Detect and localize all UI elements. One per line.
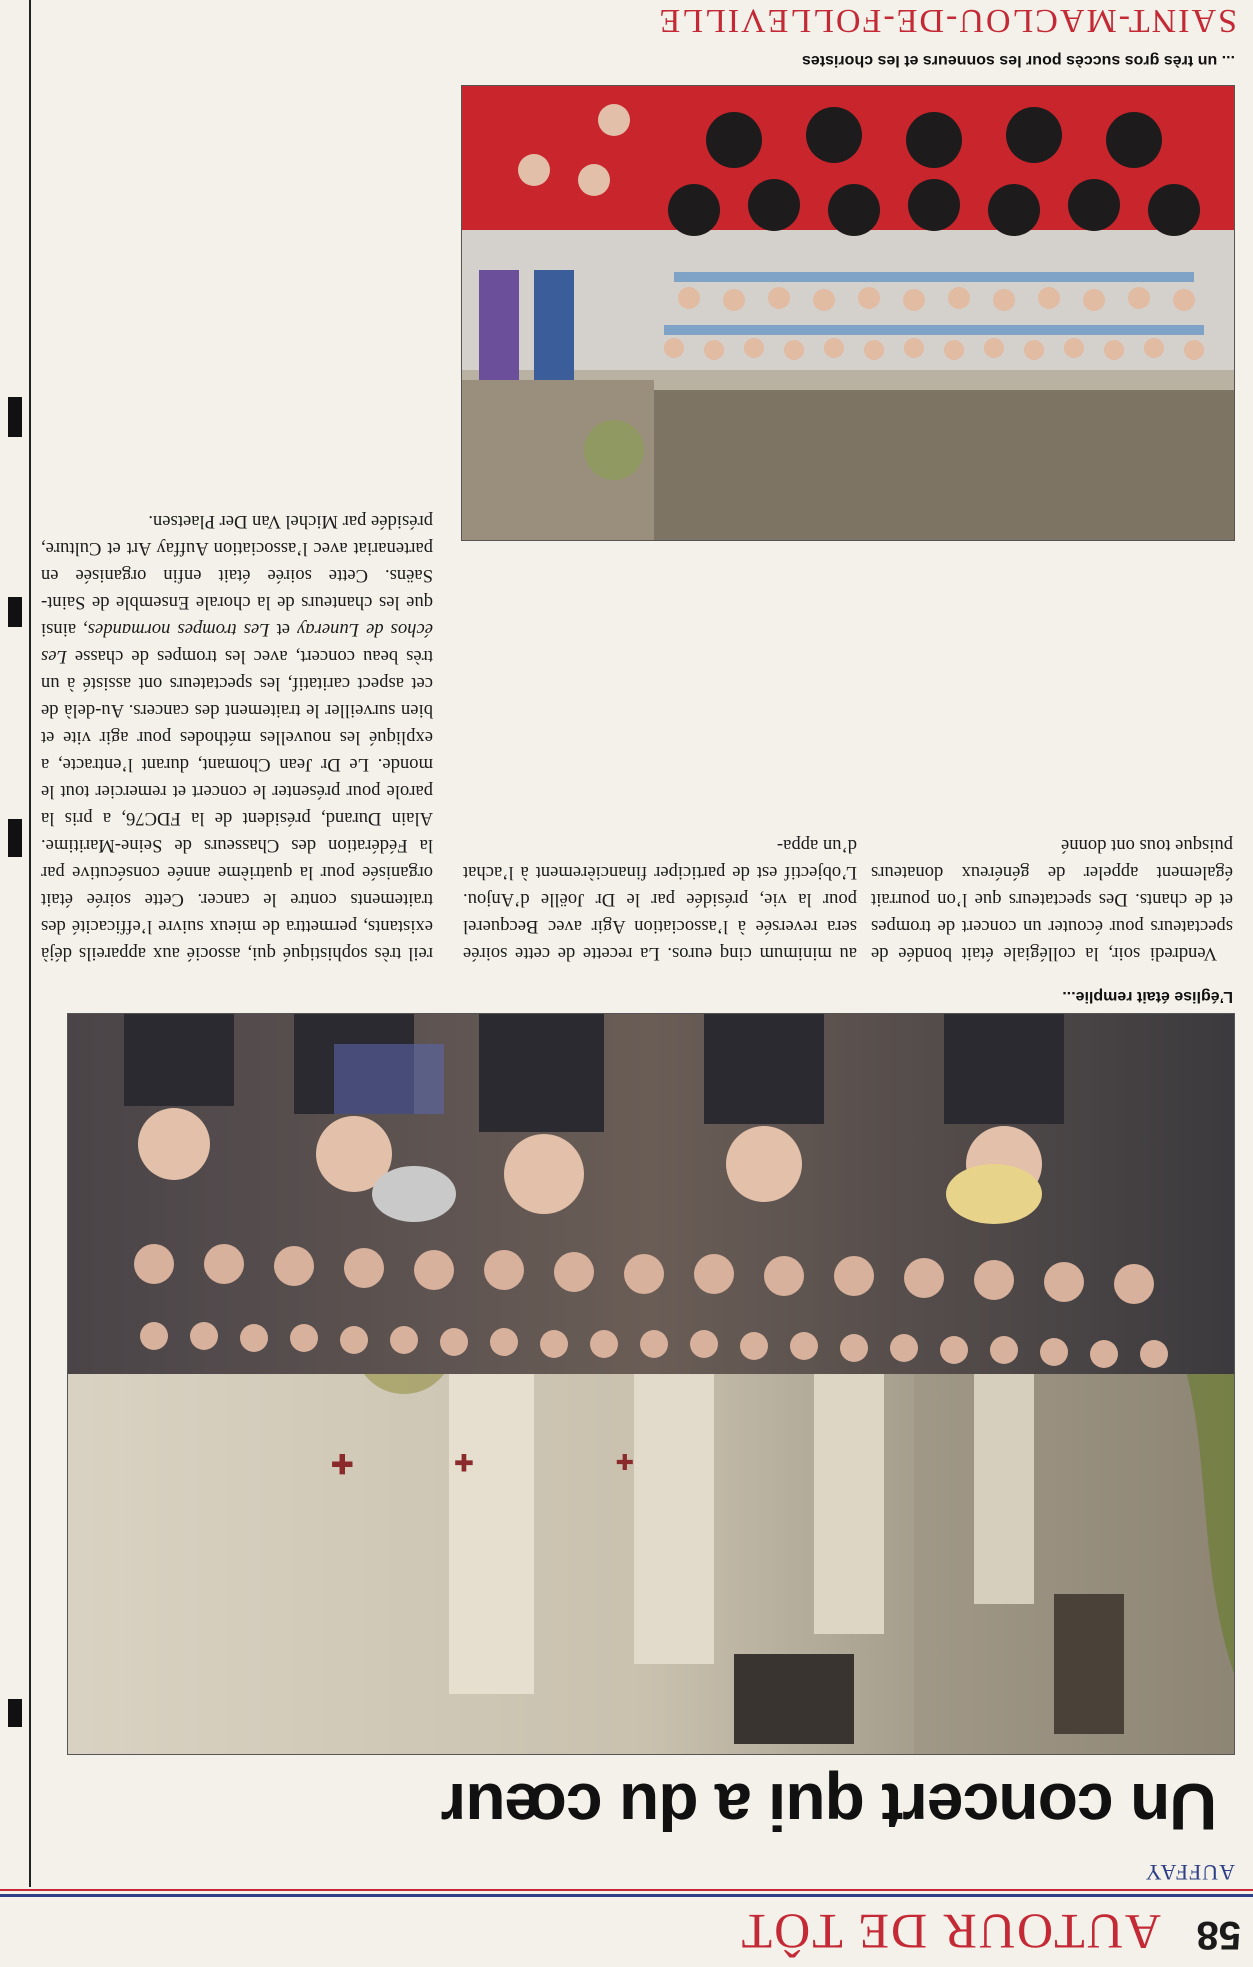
- article-paragraph: au minimum cinq euros. La recette de cette soirée sera reversée à l’association Agir avec Becquerel pour la vie, présidée par le Dr Joëlle d’Anjou. L’objectif est de participer financièrement à l’achat d’un appa-: [463, 835, 857, 964]
- ensemble-name: Les trompes normandes,: [83, 619, 270, 640]
- text-run: reil très sophistiqué qui, associé aux appareils déjà existants, permettra de mieux suivre l’efficacité des traitements contre le cancer. Cette soirée était organisée pour la quatrième année consécutive par la Fédération des Chasseurs de Seine-Maritime. Alain Durand, président de la FDC76, a pris la parole pour présenter le concert et remercier tout le monde. Le Dr Jean Chomant, durant l’entracte, a expliqué les nouvelles méthodes pour agir vite et bien surveiller le traitement des cancers. Au-delà de cet aspect caritatif, les spectateurs ont assisté à un très beau concert, avec les trompes de chasse: [41, 646, 433, 964]
- church-interior-image: [68, 1014, 1234, 1754]
- article-column-1: [871, 547, 1233, 967]
- edge-bar: [8, 1699, 22, 1727]
- photo-horns-and-choir: [461, 85, 1235, 541]
- svg-text:✚: ✚: [330, 1448, 354, 1479]
- svg-text:✚: ✚: [615, 1449, 634, 1474]
- article-headline: Un concert qui a du cœur: [441, 1770, 1217, 1844]
- header-rule-red: [0, 1889, 1253, 1891]
- section-title: AUTOUR DE TÔT: [739, 1904, 1161, 1960]
- photo-caption-2: ... un très gros succès pour les sonneurs et les choristes: [801, 52, 1235, 69]
- ensemble-name: Les échos de Luneray: [41, 619, 433, 667]
- header-rule-blue: [0, 1894, 1253, 1897]
- article-column-3: [41, 47, 433, 967]
- photo-church-interior: [67, 1013, 1235, 1755]
- photo-caption-1: L’église était remplie...: [1062, 988, 1233, 1005]
- article-column-2: [463, 547, 857, 967]
- article-paragraph: [41, 508, 433, 967]
- article-paragraph: Vendredi soir, la collégiale était bondée de spectateurs pour écouter un concert de trompes et de chants. Des spectateurs que l’on pourrait également appeler de généreux donateurs puisque tous ont donné: [871, 835, 1233, 964]
- horns-and-choir-image: [462, 86, 1234, 540]
- text-run: ainsi que les chanteurs de la chorale Ensemble de Saint-Saëns. Cette soirée était enfin organisée en partenariat avec l’association Auffay Art et Culture, présidée par Michel Van Der Plaetsen.: [41, 511, 433, 640]
- edge-bar: [8, 597, 22, 627]
- town-label: AUFFAY: [1144, 1860, 1235, 1885]
- edge-bar: [8, 819, 22, 857]
- svg-text:✚: ✚: [453, 1448, 474, 1475]
- edge-bar: [8, 397, 22, 437]
- column-divider: [29, 0, 31, 1887]
- text-run: et: [276, 619, 291, 640]
- next-article-title: SAINT-MACLOU-DE-FOLLEVILLE: [657, 2, 1237, 39]
- page-number: 58: [1196, 1913, 1241, 1957]
